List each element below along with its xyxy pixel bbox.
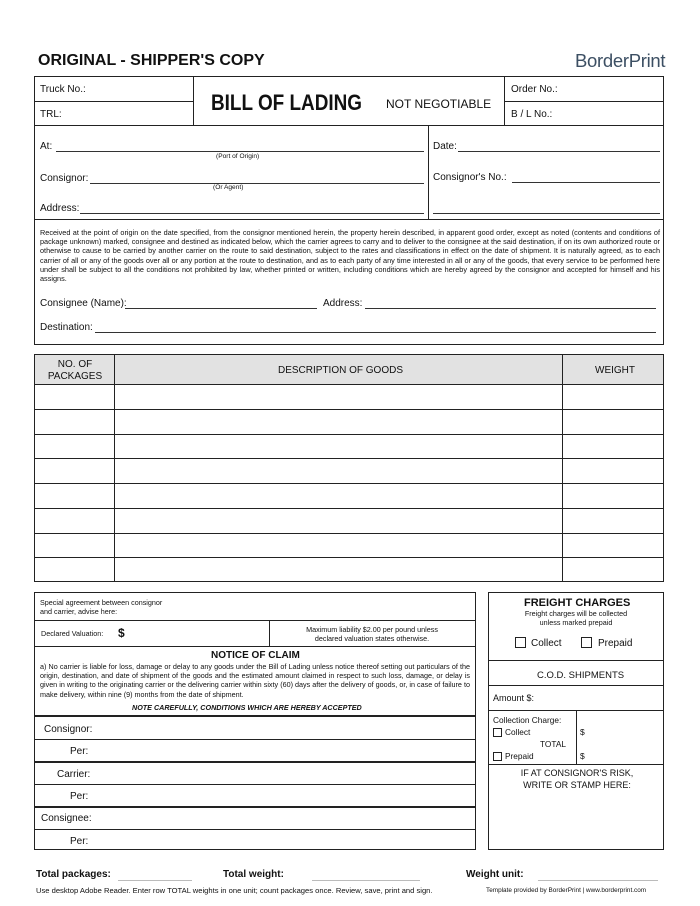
goods-row-packages-cell[interactable] <box>36 459 113 482</box>
freight-collect-checkbox[interactable] <box>515 637 526 648</box>
consignee-address-label: Address: <box>323 298 363 309</box>
col-weight-header: WEIGHT <box>595 365 635 376</box>
truck-no-label: Truck No.: <box>40 84 86 95</box>
sign-consignee-label: Consignee: <box>41 813 92 824</box>
collection-prepaid-checkbox[interactable] <box>493 752 502 761</box>
consignors-risk-stamp-area[interactable] <box>492 794 660 846</box>
sign-consignor-field[interactable] <box>100 718 470 738</box>
copy-title: ORIGINAL - SHIPPER'S COPY <box>38 52 265 69</box>
consignor-field[interactable] <box>90 183 424 184</box>
goods-row-packages-cell[interactable] <box>36 509 113 532</box>
freight-charges-title: FREIGHT CHARGES <box>524 597 631 609</box>
goods-row-description-cell[interactable] <box>116 509 561 532</box>
bl-no-label: B / L No.: <box>511 109 553 120</box>
sign-consignee-per-field[interactable] <box>100 831 470 849</box>
footer-credit: Template provided by BorderPrint | www.borderprint.com <box>486 887 647 894</box>
goods-row-description-cell[interactable] <box>116 534 561 557</box>
or-agent-caption: (Or Agent) <box>213 184 244 191</box>
sign-consignor-label: Consignor: <box>44 724 93 735</box>
consignee-name-field[interactable] <box>125 308 317 309</box>
footer-instructions: Use desktop Adobe Reader. Enter row TOTAL weights in one unit; count packages once. Review, save, print and sign. <box>36 886 433 895</box>
consignors-risk-label: IF AT CONSIGNOR'S RISK, WRITE OR STAMP HERE: <box>520 768 634 790</box>
total-weight-label: Total weight: <box>223 869 284 880</box>
origin-address-field[interactable] <box>80 213 424 214</box>
consignee-name-label: Consignee (Name): <box>40 298 127 309</box>
goods-row-weight-cell[interactable] <box>564 534 662 557</box>
sign-carrier-field[interactable] <box>100 764 470 783</box>
trl-label: TRL: <box>40 109 62 120</box>
sign-consignee-field[interactable] <box>100 809 470 828</box>
consignor-extra-field[interactable] <box>433 213 660 214</box>
goods-row-packages-cell[interactable] <box>36 435 113 458</box>
goods-row-packages-cell[interactable] <box>36 385 113 408</box>
goods-row-weight-cell[interactable] <box>564 459 662 482</box>
col-description-header: DESCRIPTION OF GOODS <box>278 365 404 376</box>
address-label: Address: <box>40 203 80 214</box>
weight-unit-label: Weight unit: <box>466 869 524 880</box>
port-of-origin-field[interactable] <box>56 151 424 152</box>
declared-valuation-label: Declared Valuation: <box>41 629 104 638</box>
sign-consignee-per-label: Per: <box>70 836 89 847</box>
goods-row-weight-cell[interactable] <box>564 385 662 408</box>
consignors-no-label: Consignor's No.: <box>433 172 507 183</box>
collection-prepaid-label: Prepaid <box>505 751 534 761</box>
consignee-address-field[interactable] <box>365 308 656 309</box>
goods-row-packages-cell[interactable] <box>36 484 113 507</box>
declared-valuation-dollar: $ <box>118 626 125 640</box>
conditions-note: NOTE CAREFULLY, CONDITIONS WHICH ARE HEREBY ACCEPTED <box>132 703 362 712</box>
date-field[interactable] <box>458 151 660 152</box>
origin-box <box>34 125 664 220</box>
date-label: Date: <box>433 141 457 152</box>
max-liability-note: Maximum liability $2.00 per pound unless declared valuation states otherwise. <box>306 625 438 643</box>
col-packages-header: NO. OF PACKAGES <box>47 359 103 382</box>
collection-collect-dollar: $ <box>580 727 585 737</box>
destination-field[interactable] <box>95 332 656 333</box>
goods-row-weight-cell[interactable] <box>564 435 662 458</box>
freight-prepaid-checkbox[interactable] <box>581 637 592 648</box>
collection-total-label: TOTAL <box>540 739 566 749</box>
total-packages-field[interactable] <box>118 880 192 881</box>
consignors-no-field[interactable] <box>512 182 660 183</box>
special-agreement-label: Special agreement between consignor and carrier, advise here: <box>40 598 163 616</box>
goods-row-description-cell[interactable] <box>116 484 561 507</box>
at-label: At: <box>40 141 53 152</box>
freight-charges-subtitle: Freight charges will be collected unless marked prepaid <box>524 609 628 627</box>
order-no-label: Order No.: <box>511 84 558 95</box>
goods-row-packages-cell[interactable] <box>36 410 113 433</box>
total-weight-field[interactable] <box>312 880 420 881</box>
goods-row-description-cell[interactable] <box>116 385 561 408</box>
goods-row-packages-cell[interactable] <box>36 558 113 581</box>
collection-prepaid-dollar: $ <box>580 751 585 761</box>
goods-row-weight-cell[interactable] <box>564 558 662 581</box>
destination-label: Destination: <box>40 322 93 333</box>
goods-row-packages-cell[interactable] <box>36 534 113 557</box>
notice-of-claim-text: a) No carrier is liable for loss, damage or delay to any goods under the Bill of Lading unless notice thereof setting out particulars of the origin, destination, and date of shipment of the goods and the estimated amount claimed in respect to such loss, damage, or delay is given in writing to the originating carrier or the delivering carrier within sixty (60) days after the delivery of goods, or, in case of failure to make delivery, within nine (9) months from the date of shipment. <box>40 662 470 699</box>
total-packages-label: Total packages: <box>36 869 111 880</box>
brand-logo: BorderPrint <box>575 50 666 71</box>
weight-unit-field[interactable] <box>538 880 658 881</box>
consignor-label: Consignor: <box>40 173 89 184</box>
sign-consignor-per-label: Per: <box>70 746 89 757</box>
declared-valuation-field[interactable] <box>130 622 266 644</box>
freight-prepaid-label: Prepaid <box>598 638 633 649</box>
sign-carrier-per-field[interactable] <box>100 786 470 805</box>
cod-amount-field[interactable] <box>540 688 660 706</box>
goods-row-description-cell[interactable] <box>116 459 561 482</box>
goods-row-weight-cell[interactable] <box>564 484 662 507</box>
sign-consignor-per-field[interactable] <box>100 741 470 760</box>
notice-of-claim-title: NOTICE OF CLAIM <box>211 650 300 661</box>
goods-row-description-cell[interactable] <box>116 410 561 433</box>
sign-carrier-per-label: Per: <box>70 791 89 802</box>
not-negotiable-label: NOT NEGOTIABLE <box>386 97 492 111</box>
goods-row-description-cell[interactable] <box>116 435 561 458</box>
document-title: BILL OF LADING <box>211 90 363 115</box>
goods-row-description-cell[interactable] <box>116 558 561 581</box>
collection-charge-label: Collection Charge: <box>493 715 562 725</box>
port-of-origin-caption: (Port of Origin) <box>216 153 260 160</box>
terms-text: Received at the point of origin on the date specified, from the consignor mentioned herein, the property herein described, in apparent good order, except as noted (contents and conditions of package unknown) marked, consignee and destined as indicated below, which the carrier agrees to carry and to deliver to the consignee at the said destination, if on its own authorized route or otherwise to cause to be carried by another carrier on the route to said destination, subject to the rates and classifications in effect on the date of shipment. It is naturally agreed, as to each carrier of all or any of the goods over all or any portion at the route to destination, and as to each party of any time interested in all or any of the goods, that every service to be performed here under shall be subject to all the conditions not prohibited by law, whether printed or written, including conditions which are hereby agreed by the consignor and accepted for himself and his assigns. <box>40 228 660 284</box>
cod-shipments-label: C.O.D. SHIPMENTS <box>537 670 625 681</box>
collection-collect-label: Collect <box>505 727 531 737</box>
goods-row-weight-cell[interactable] <box>564 509 662 532</box>
freight-collect-label: Collect <box>531 638 562 649</box>
goods-row-weight-cell[interactable] <box>564 410 662 433</box>
sign-carrier-label: Carrier: <box>57 769 91 780</box>
collection-collect-checkbox[interactable] <box>493 728 502 737</box>
cod-amount-label: Amount $: <box>493 693 535 703</box>
